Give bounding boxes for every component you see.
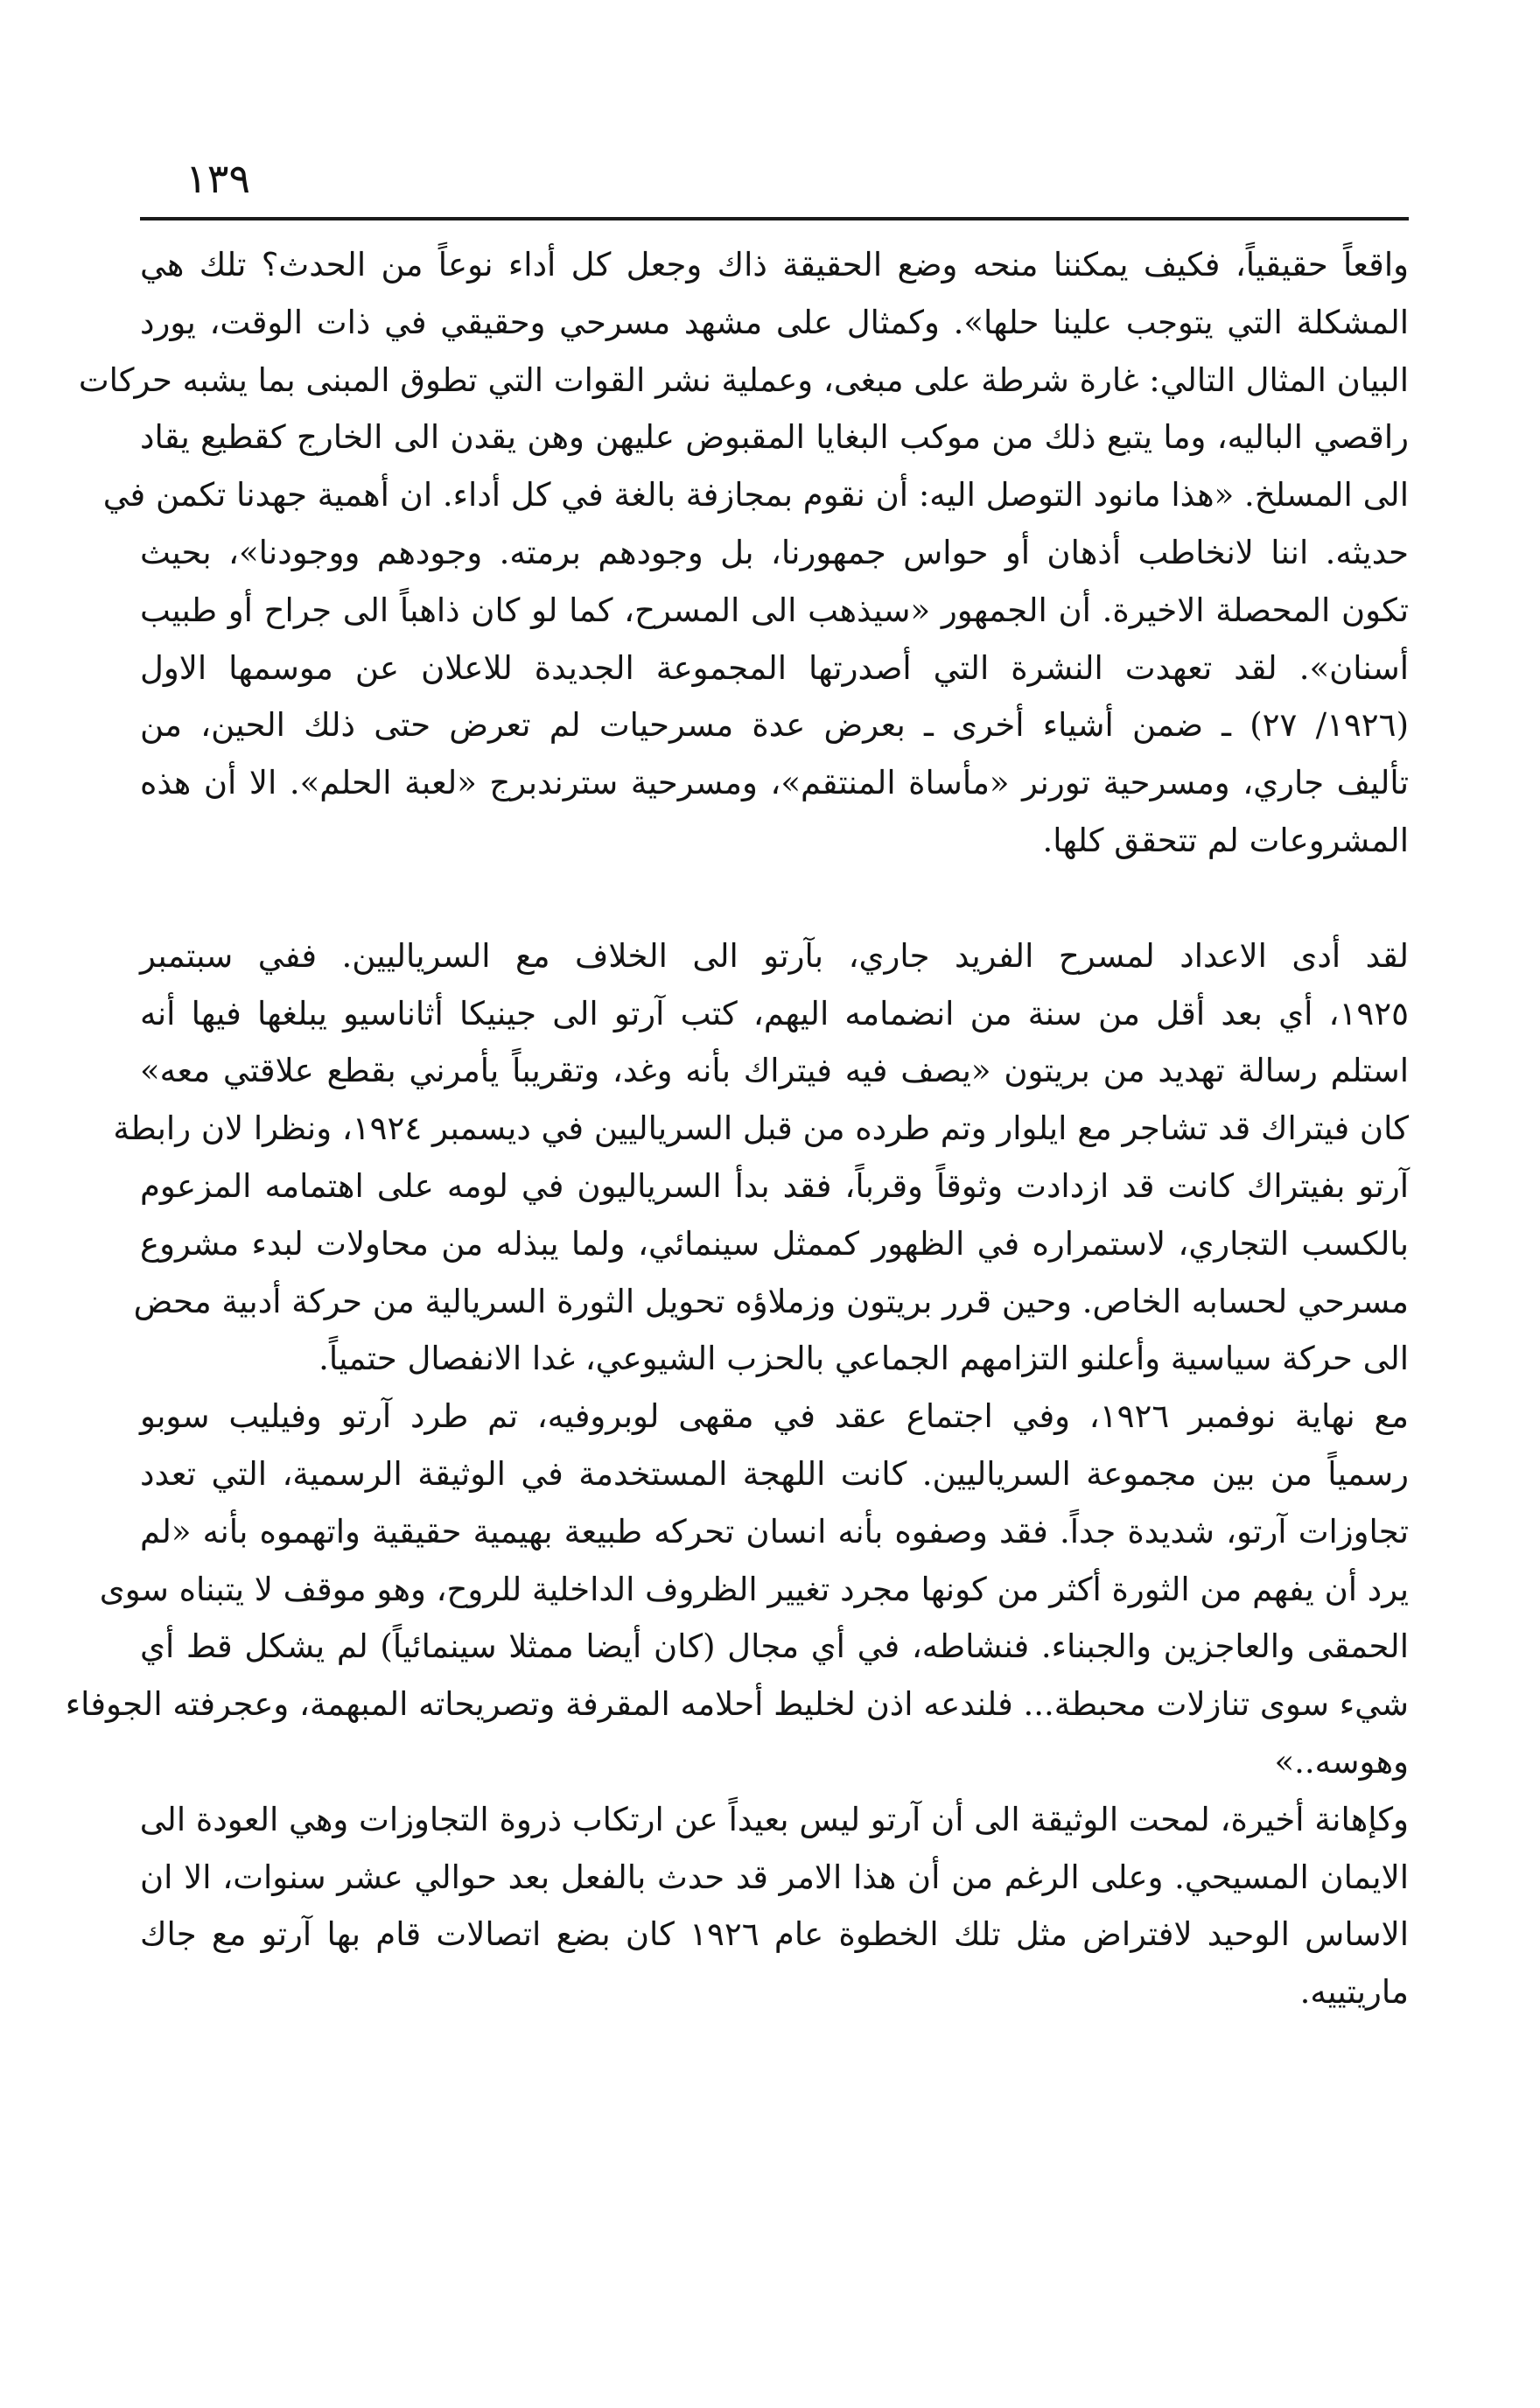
- text-line: رسمياً من بين مجموعة السرياليين. كانت اللهجة المستخدمة في الوثيقة الرسمية، التي تعدد: [140, 1454, 1409, 1493]
- text-line: وهوسه..»: [1274, 1742, 1409, 1781]
- text-line: المشكلة التي يتوجب علينا حلها». وكمثال على مشهد مسرحي وحقيقي في ذات الوقت، يورد: [140, 303, 1409, 341]
- paragraph-1: [78, 236, 1409, 870]
- body-text: [65, 236, 1409, 2021]
- paragraph-2: [113, 928, 1409, 1388]
- text-line: تكون المحصلة الاخيرة. أن الجمهور «سيذهب الى المسرح، كما لو كان ذاهباً الى جراح أو طبيب: [140, 591, 1409, 629]
- text-line: الى حركة سياسية وأعلنو التزامهم الجماعي بالحزب الشيوعي، غدا الانفصال حتمياً.: [318, 1340, 1409, 1378]
- text-line: كان فيتراك قد تشاجر مع ايلوار وتم طرده من قبل السرياليين في ديسمبر ١٩٢٤، ونظرا لان رابطة: [113, 1110, 1409, 1148]
- text-line: البيان المثال التالي: غارة شرطة على مبغى، وعملية نشر القوات التي تطوق المبنى بما يشبه حركات: [78, 360, 1409, 399]
- text-line: الاساس الوحيد لافتراض مثل تلك الخطوة عام ١٩٢٦ كان بضع اتصالات قام بها آرتو مع جاك: [140, 1915, 1409, 1954]
- text-line: آرتو بفيتراك كانت قد ازدادت وثوقاً وقرباً، فقد بدأ السرياليون في لومه على اهتمامه المزعوم: [140, 1166, 1409, 1205]
- paragraph-gap: [140, 870, 1409, 928]
- text-line: ١٩٢٥، أي بعد أقل من سنة من انضمامه اليهم، كتب آرتو الى جينيكا أثاناسيو يبلغها فيها أنه: [140, 994, 1409, 1032]
- text-line: لقد أدى الاعداد لمسرح الفريد جاري، بآرتو الى الخلاف مع السرياليين. ففي سبتمبر: [140, 936, 1409, 975]
- text-line: بالكسب التجاري، لاستمراره في الظهور كممثل سينمائي، ولما يبذله من محاولات لبدء مشروع: [140, 1224, 1409, 1263]
- text-line: يرد أن يفهم من الثورة أكثر من كونها مجرد تغيير الظروف الداخلية للروح، وهو موقف لا يتبناه سوى: [99, 1570, 1409, 1608]
- text-line: تأليف جاري، ومسرحية تورنر «مأساة المنتقم»، ومسرحية سترندبرج «لعبة الحلم». الا أن هذه: [140, 764, 1409, 802]
- text-line: وكإهانة أخيرة، لمحت الوثيقة الى أن آرتو ليس بعيداً عن ارتكاب ذروة التجاوزات وهي العودة الى: [139, 1800, 1409, 1838]
- paragraph-3: [65, 1388, 1409, 1791]
- text-line: الى المسلخ. «هذا مانود التوصل اليه: أن نقوم بمجازفة بالغة في كل أداء. ان أهمية جهدنا تكمن في: [102, 476, 1409, 514]
- text-line: الايمان المسيحي. وعلى الرغم من أن هذا الامر قد حدث بالفعل بعد حوالي عشر سنوات، الا ان: [140, 1858, 1409, 1896]
- page-number: ١٣٩: [186, 155, 251, 202]
- paragraph-4: [140, 1791, 1409, 2021]
- text-line: (١٩٢٦/ ٢٧) ـ ضمن أشياء أخرى ـ بعرض عدة مسرحيات لم تعرض حتى ذلك الحين، من: [140, 706, 1409, 745]
- text-line: واقعاً حقيقياً، فكيف يمكننا منحه وضع الحقيقة ذاك وجعل كل أداء نوعاً من الحدث؟ تلك هي: [140, 246, 1409, 284]
- text-line: تجاوزات آرتو، شديدة جداً. فقد وصفوه بأنه انسان تحركه طبيعة بهيمية حقيقية واتهموه بأنه «لم: [140, 1512, 1409, 1550]
- text-line: أسنان». لقد تعهدت النشرة التي أصدرتها المجموعة الجديدة للاعلان عن موسمها الاول: [140, 648, 1409, 687]
- text-line: راقصي الباليه، وما يتبع ذلك من موكب البغايا المقبوض عليهن وهن يقدن الى الخارج كقطيع يقاد: [140, 418, 1409, 457]
- text-line: الحمقى والعاجزين والجبناء. فنشاطه، في أي مجال (كان أيضا ممثلا سينمائياً) لم يشكل قط أي: [140, 1628, 1409, 1666]
- text-line: شيء سوى تنازلات محبطة... فلندعه اذن لخليط أحلامه المقرفة وتصريحاته المبهمة، وعجرفته الجوفاء: [65, 1685, 1409, 1724]
- text-line: استلم رسالة تهديد من بريتون «يصف فيه فيتراك بأنه وغد، وتقريباً يأمرني بقطع علاقتي معه»: [140, 1052, 1409, 1090]
- header-rule: [140, 217, 1409, 220]
- text-line: ماريتييه.: [1299, 1973, 1409, 2012]
- text-line: المشروعات لم تتحقق كلها.: [1042, 821, 1409, 859]
- text-line: حديثه. اننا لانخاطب أذهان أو حواس جمهورنا، بل وجودهم برمته. وجودهم ووجودنا»، بحيث: [140, 533, 1409, 571]
- text-line: مع نهاية نوفمبر ١٩٢٦، وفي اجتماع عقد في مقهى لوبروفيه، تم طرد آرتو وفيليب سوبو: [140, 1397, 1409, 1436]
- text-line: مسرحي لحسابه الخاص. وحين قرر بريتون وزملاؤه تحويل الثورة السريالية من حركة أدبية محض: [133, 1282, 1409, 1320]
